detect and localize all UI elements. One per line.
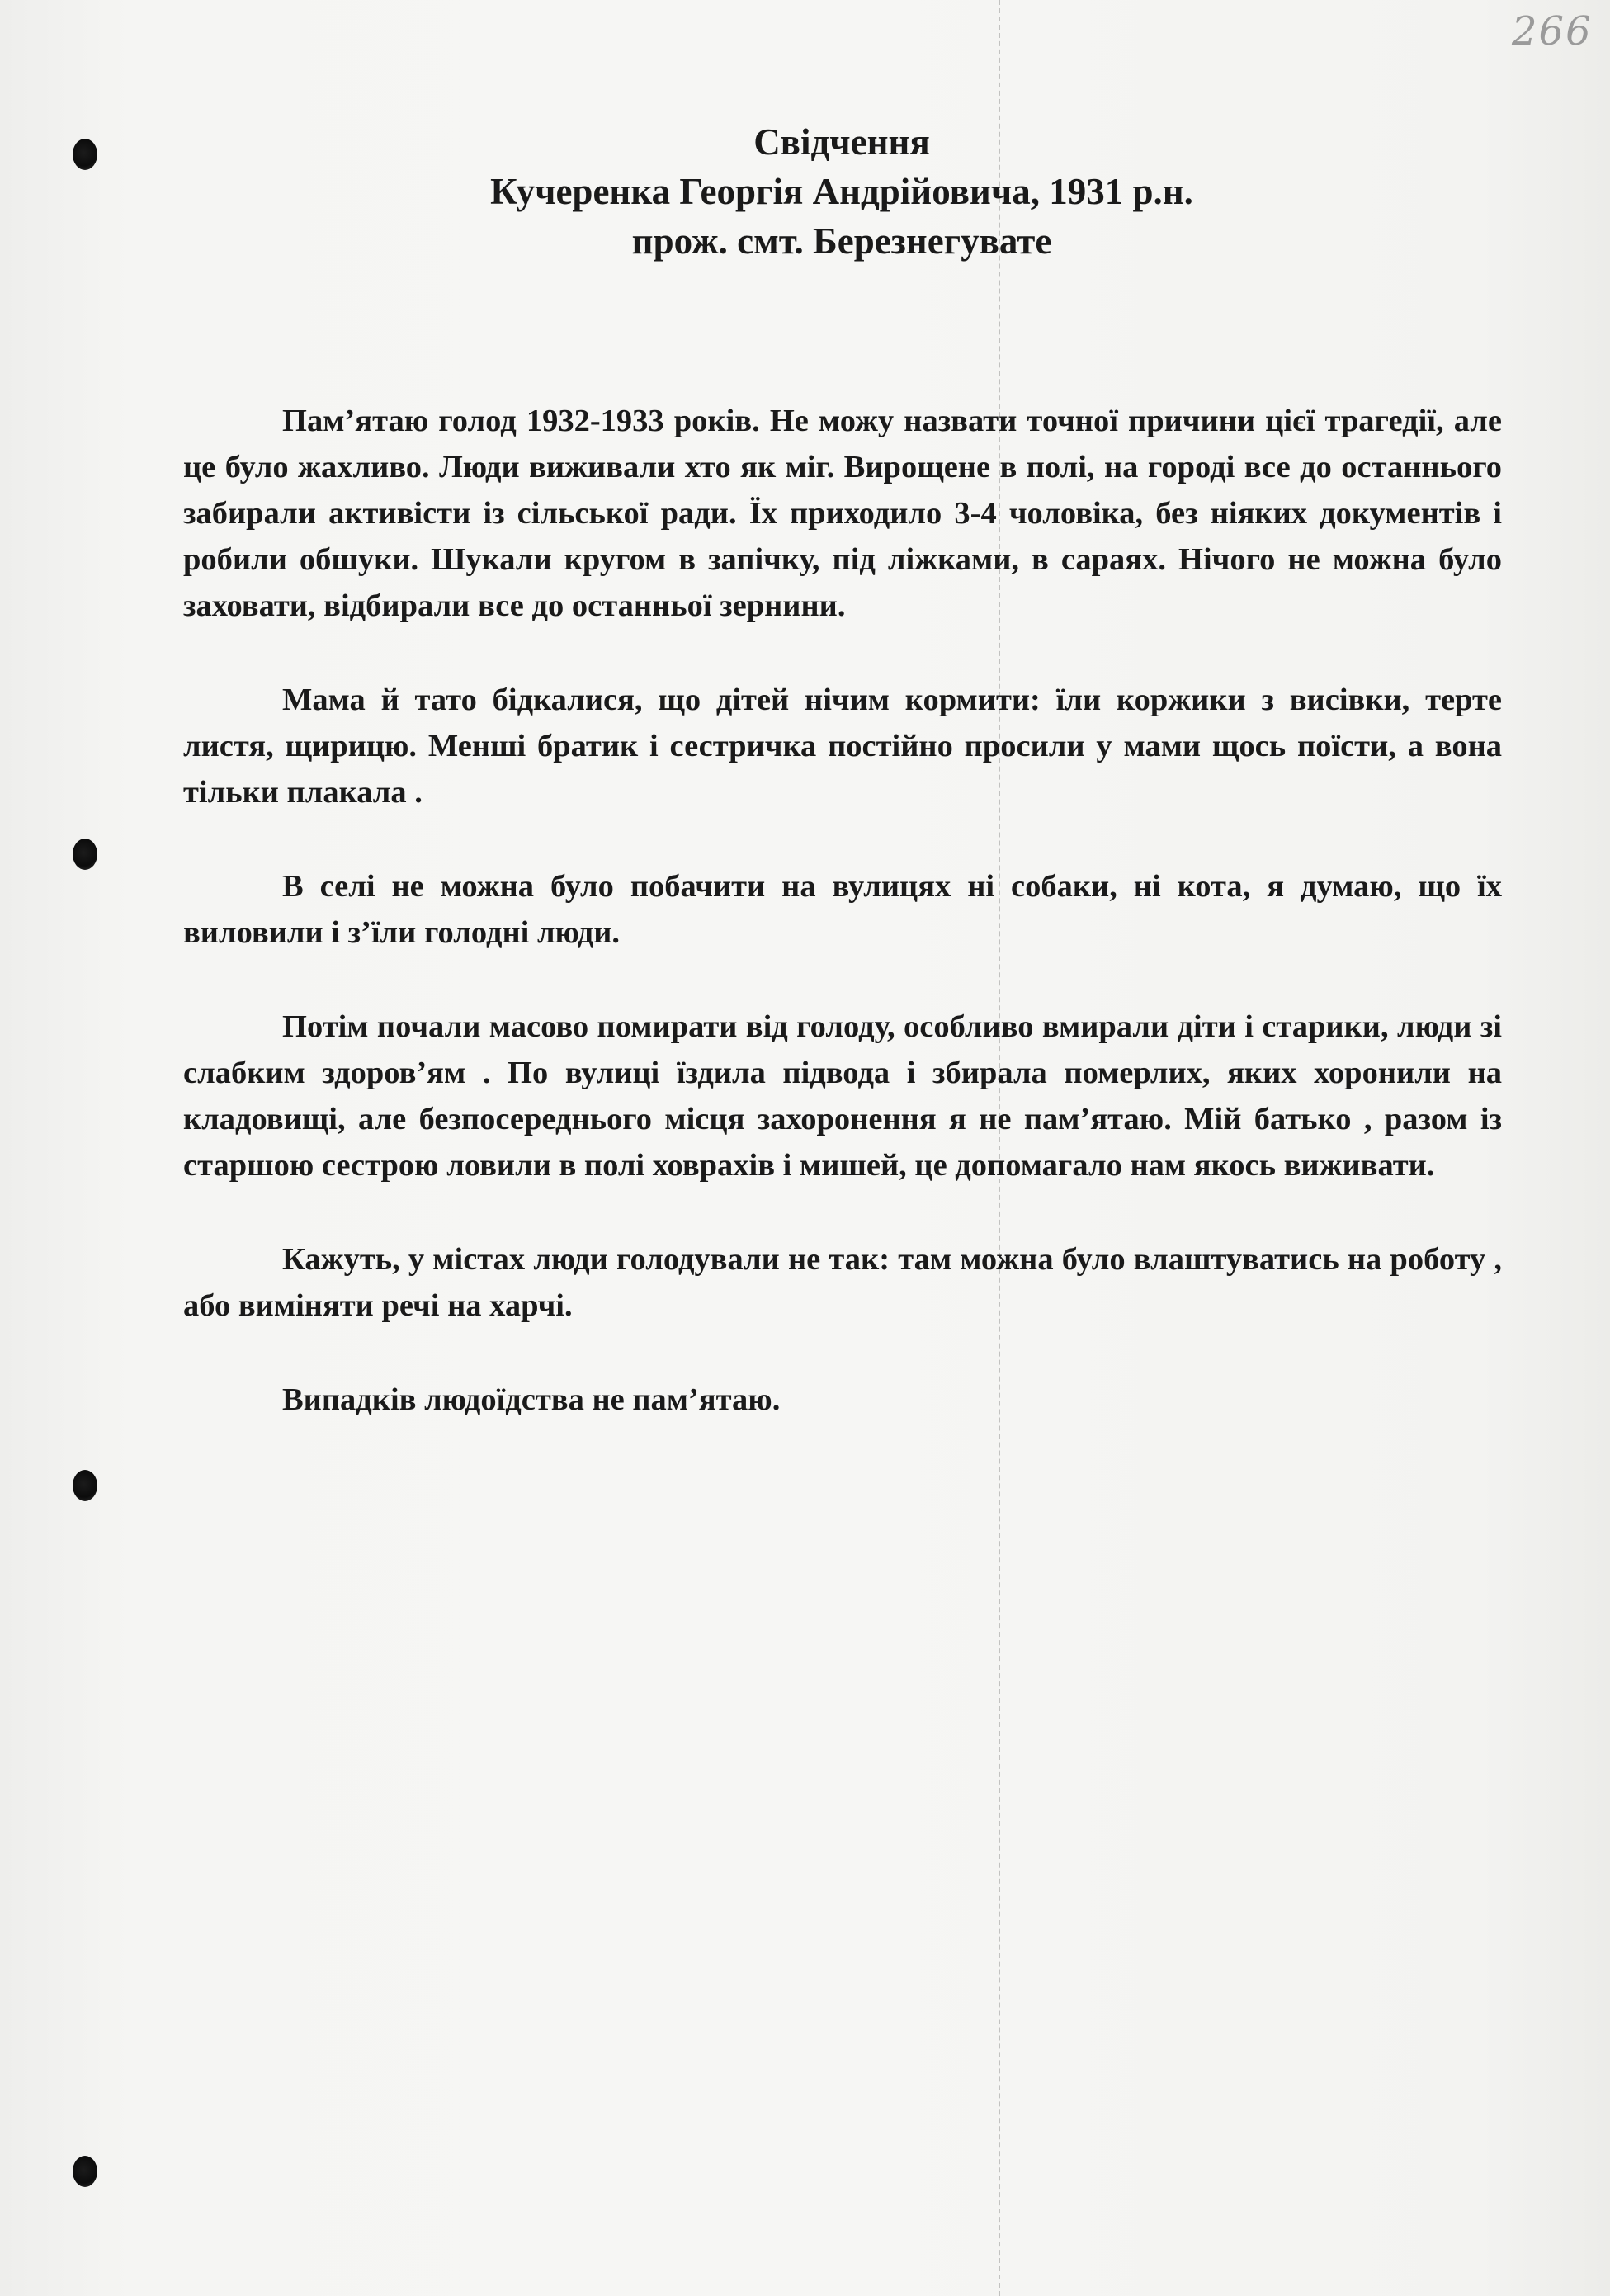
testimony-body [183, 398, 1502, 1471]
paragraph: Пам’ятаю голод 1932-1933 років. Не можу назвати точної причини цієї трагедії, але це було жахливо. Люди виживали хто як міг. Вирощене в полі, на городі все до останнього забирали активісти із сільської ради. Їх приходило 3-4 чоловіка, без ніяких документів і робили обшуки. Шукали кругом в запічку, під ліжками, в сараях. Нічого не можна було заховати, відбирали все до останньої зернини. [183, 404, 1502, 623]
punch-hole [73, 2156, 97, 2187]
page-number: 266 [1512, 8, 1593, 54]
paragraph: Випадків людоїдства не пам’ятаю. [282, 1382, 781, 1417]
punch-hole [73, 839, 97, 870]
punch-hole [73, 1470, 97, 1501]
paragraph: Потім почали масово помирати від голоду, особливо вмирали діти і старики, люди зі слабким здоров’ям . По вулиці їздила підвода і збирала померлих, яких хоронили на кладовищі, але безпосереднього місця захоронення я не пам’ятаю. Мій батько , разом із старшою сестрою ловили в полі ховрахів і мишей, це допомагало нам якось виживати. [183, 1009, 1502, 1183]
document-title: Свідчення [753, 121, 930, 163]
witness-residence: прож. смт. Березнегувате [631, 220, 1052, 262]
document-heading [248, 117, 1436, 266]
punch-hole [73, 139, 97, 170]
paragraph: В селі не можна було побачити на вулицях ні собаки, ні кота, я думаю, що їх виловили і з’їли голодні люди. [183, 869, 1502, 950]
paragraph: Мама й тато бідкалися, що дітей нічим кормити: їли коржики з висівки, терте листя, щирицю. Менші братик і сестричка постійно просили у мами щось поїсти, а вона тільки плакала . [183, 683, 1502, 810]
paragraph: Кажуть, у містах люди голодували не так: там можна було влаштуватись на роботу , або виміняти речі на харчі. [183, 1242, 1502, 1323]
witness-name: Кучеренка Георгія Андрійовича, 1931 р.н. [490, 171, 1193, 212]
